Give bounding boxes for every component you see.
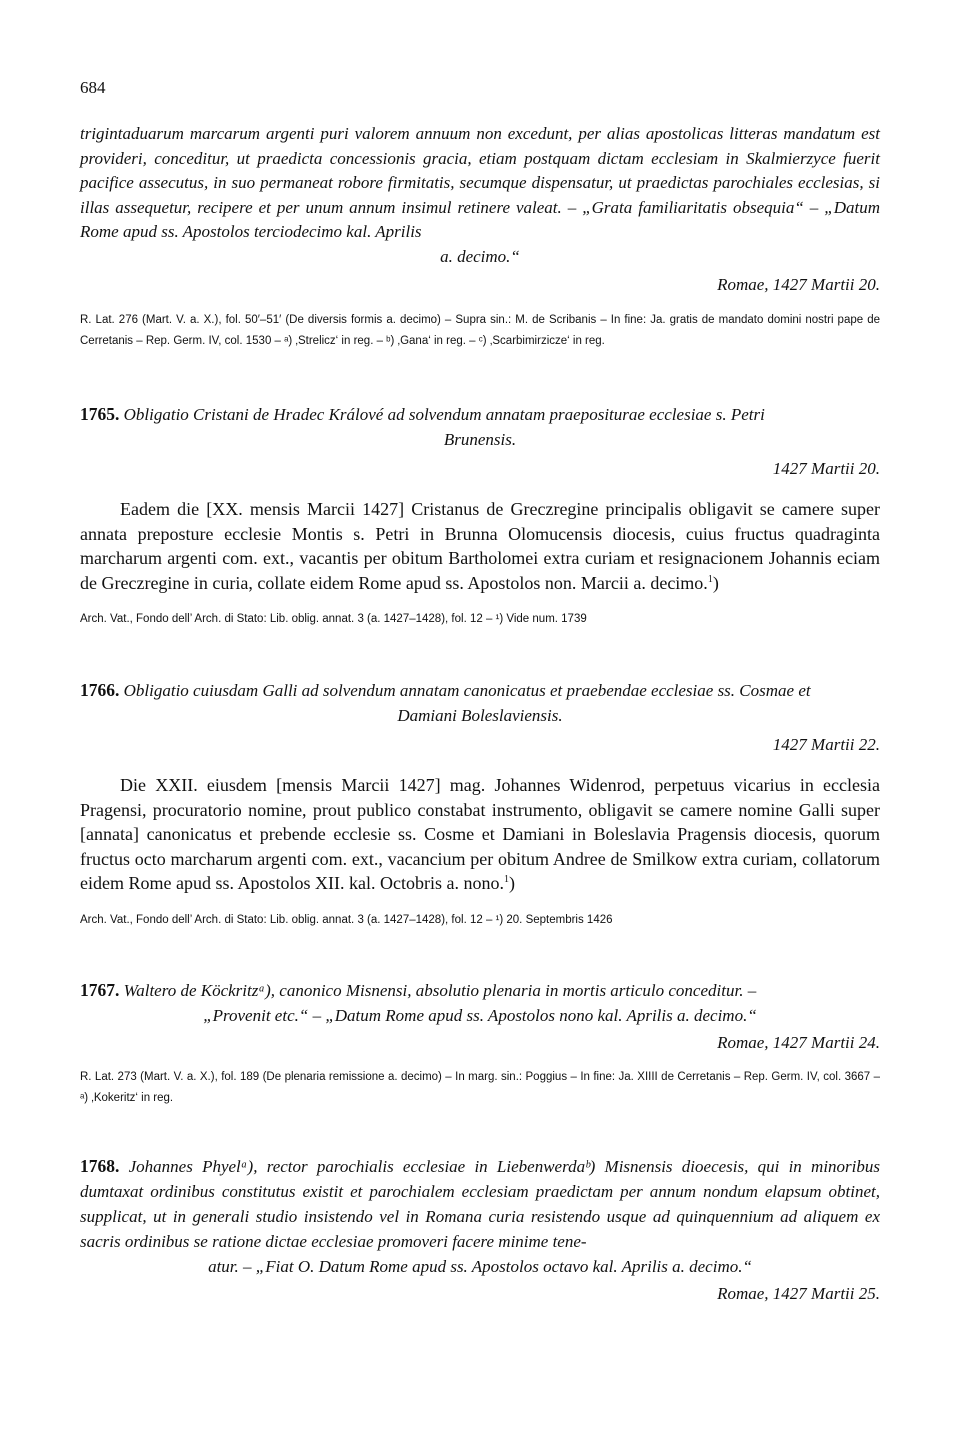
entry-date: 1427 Martii 22.	[772, 735, 880, 754]
continuation-center-line: a. decimo.“	[440, 246, 520, 266]
continuation-date: Romae, 1427 Martii 20.	[717, 275, 880, 294]
entry-body-text: Die XXII. eiusdem [mensis Marcii 1427] mag. Johannes Widenrod, perpetuus vicarius in ecclesia Pragensi, procuratorio nomine, prout publico constabat instrumento, obligavit se camere nomine Galli super [annata] canonicatus et prebende ecclesie ss. Cosme et Damiani in Boleslavia Pragensis diocesis, quorum fructus octo marcharum argenti com. ext., vacancium per obitum Andree de Smilkow extra curiam, collatorum eidem Rome apud ss. Apostolos XII. kal. Octobris a. nono.	[80, 775, 880, 893]
entry-1765	[80, 402, 880, 630]
continuation-entry	[80, 122, 880, 352]
entry-note: R. Lat. 273 (Mart. V. a. X.), fol. 189 (De plenaria remissione a. decimo) – In marg. sin.: Poggius – In fine: Ja. XIIII de Cerretanis – Rep. Germ. IV, col. 3667 – ᵃ) ‚Kokeritz‘ in reg.	[80, 1071, 880, 1104]
entry-1766-heading	[80, 678, 880, 703]
entry-1767	[80, 978, 880, 1109]
continuation-text: trigintaduarum marcarum argenti puri valorem annuum non excedunt, per alias apostolicas litteras mandatum est provideri, conceditur, ut praedicta concessionis gracia, etiam postquam dictam ecclesiam in Skalmierzyce fuerit pacifice assecutus, in suo permaneat robore firmitatis, secumque dispensatur, ut praedictas parochiales ecclesias, si illas assequetur, recipere et per unum annum insimul retinere valeat. – „Grata familiaritatis obsequia“ – „Datum Rome apud ss. Apostolos terciodecimo kal. Aprilis	[80, 124, 880, 241]
entry-1767-heading	[80, 978, 880, 1003]
entry-note: Arch. Vat., Fondo dell’ Arch. di Stato: Lib. oblig. annat. 3 (a. 1427–1428), fol. 12 – ¹) Vide num. 1739	[80, 613, 587, 625]
footnote-marker: 1	[707, 573, 713, 585]
entry-1766	[80, 678, 880, 931]
entry-title: Obligatio Cristani de Hradec Králové ad solvendum annatam praepositurae ecclesiae s. Petri	[123, 405, 765, 424]
entry-number: 1767.	[80, 980, 120, 1000]
entry-title-center: „Provenit etc.“ – „Datum Rome apud ss. Apostolos nono kal. Aprilis a. decimo.“	[203, 1006, 757, 1025]
footnote-paren: )	[508, 873, 515, 893]
entry-title: Johannes Phyelᵃ), rector parochialis ecclesiae in Liebenwerdaᵇ) Misnensis dioecesis, qui in minoribus dumtaxat ordinibus constitutus existit et parochialem ecclesiam praedictam per annum nondum elapsum obtinet, supplicat, ut in generali studio insistendo vel in Romana curia resistendo usque ad quinquennium ad aliquem ex sacris ordinibus se ratione dictae ecclesiae promoveri facere minime tene-	[80, 1157, 881, 1251]
page-number: 684	[80, 78, 106, 97]
entry-number: 1765.	[80, 404, 120, 424]
entry-number: 1766.	[80, 680, 120, 700]
entry-date: Romae, 1427 Martii 25.	[717, 1284, 880, 1303]
entry-1768	[80, 1154, 880, 1306]
entry-title: Waltero de Köckritzᵃ), canonico Misnensi, absolutio plenaria in mortis articulo conceditur. –	[123, 981, 757, 1000]
entry-date: Romae, 1427 Martii 24.	[717, 1033, 880, 1052]
entry-body-text: Eadem die [XX. mensis Marcii 1427] Cristanus de Greczregine principalis obligavit se camere super annata preposture ecclesie Montis s. Petri in Brunna Olomucensis diocesis, cuius fructus quadraginta marcharum argenti com. ext., vacantis per obitum Bartholomei extra curiam et resignacionem Johannis eciam de Greczregine in curia, collate eidem Rome apud ss. Apostolos non. Marcii a. decimo.	[80, 499, 880, 593]
entry-body	[80, 497, 880, 595]
entry-title-center: Damiani Boleslaviensis.	[397, 706, 563, 725]
entry-title: Obligatio cuiusdam Galli ad solvendum annatam canonicatus et praebendae ecclesiae ss. Cosmae et	[123, 681, 811, 700]
entry-date: 1427 Martii 20.	[772, 459, 880, 478]
entry-1768-heading	[80, 1154, 880, 1254]
entry-number: 1768.	[80, 1156, 120, 1176]
entry-title-center: Brunensis.	[443, 430, 517, 449]
footnote-paren: )	[712, 572, 719, 593]
footnote-marker: 1	[503, 874, 509, 885]
continuation-note: R. Lat. 276 (Mart. V. a. X.), fol. 50′–51′ (De diversis formis a. decimo) – Supra sin.: M. de Scribanis – In fine: Ja. gratis de mandato domini nostri pape de Cerretanis – Rep. Germ. IV, col. 1530 – ᵃ) ‚Strelicz‘ in reg. – ᵇ) ‚Gana‘ in reg. – ᶜ) ‚Scarbimirzicze‘ in reg.	[80, 313, 880, 347]
entry-title-center: atur. – „Fiat O. Datum Rome apud ss. Apostolos octavo kal. Aprilis a. decimo.“	[208, 1257, 752, 1276]
entry-body	[80, 773, 880, 896]
entry-note: Arch. Vat., Fondo dell’ Arch. di Stato: Lib. oblig. annat. 3 (a. 1427–1428), fol. 12 – ¹) 20. Septembris 1426	[80, 913, 613, 926]
entry-1765-heading	[80, 402, 880, 427]
